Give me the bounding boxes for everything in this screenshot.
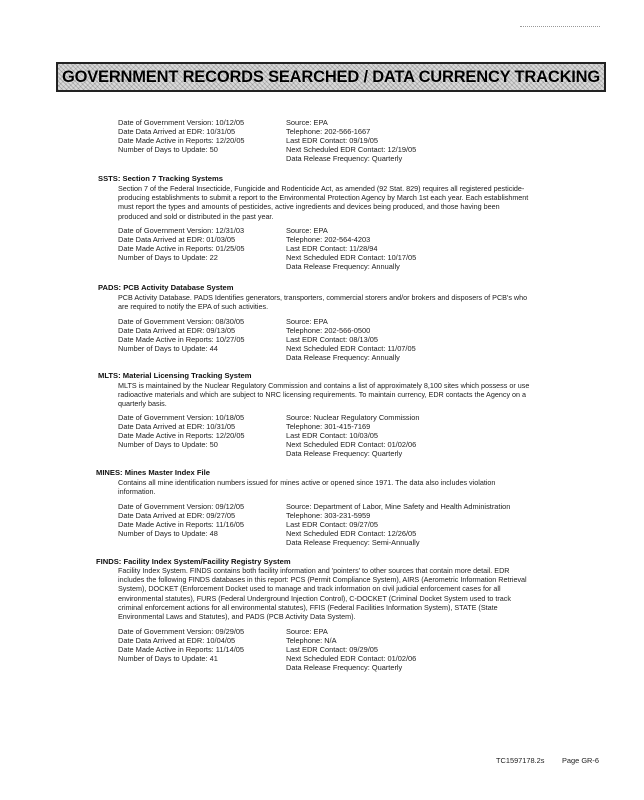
days-to-update: Number of Days to Update: 41: [118, 654, 218, 663]
made-active: Date Made Active in Reports: 01/25/05: [118, 244, 245, 253]
gov-version: Date of Government Version: 10/12/05: [118, 118, 245, 127]
data-arrived: Date Data Arrived at EDR: 10/31/05: [118, 422, 236, 431]
next-contact: Next Scheduled EDR Contact: 01/02/06: [286, 440, 417, 449]
section-name: Section 7 Tracking Systems: [122, 174, 223, 183]
telephone: Telephone: 202-566-1667: [286, 127, 371, 136]
gov-version: Date of Government Version: 09/12/05: [118, 502, 245, 511]
section-heading: [98, 371, 252, 380]
gov-version: Date of Government Version: 09/29/05: [118, 627, 245, 636]
data-arrived: Date Data Arrived at EDR: 10/31/05: [118, 127, 236, 136]
last-contact: Last EDR Contact: 09/19/05: [286, 136, 379, 145]
section-description: Section 7 of the Federal Insecticide, Fungicide and Rodenticide Act, as amended (92 Stat. 829) requires all registered pesticide-producing establishments to submit a report to the Environmental Protection Agency by March 1st each year. Each establishment must report the types and amounts of pesticides, active ingredients and devices being produced, and those having been produced and sold or distributed in the past year.: [118, 184, 529, 221]
last-contact: Last EDR Contact: 11/28/94: [286, 244, 378, 253]
last-contact: Last EDR Contact: 10/03/05: [286, 431, 379, 440]
release-frequency: Data Release Frequency: Quarterly: [286, 154, 403, 163]
release-frequency: Data Release Frequency: Annually: [286, 353, 400, 362]
source: Source: EPA: [286, 317, 328, 326]
section-code: MLTS:: [98, 371, 121, 380]
days-to-update: Number of Days to Update: 44: [118, 344, 218, 353]
document-id: TC1597178.2s: [496, 756, 545, 765]
next-contact: Next Scheduled EDR Contact: 10/17/05: [286, 253, 417, 262]
made-active: Date Made Active in Reports: 12/20/05: [118, 431, 245, 440]
telephone: Telephone: 202-564-4203: [286, 235, 371, 244]
section-description: Contains all mine identification numbers issued for mines active or opened since 1971. The data also includes violation information.: [118, 478, 496, 497]
banner-title: GOVERNMENT RECORDS SEARCHED / DATA CURRENCY TRACKING: [61, 67, 601, 86]
days-to-update: Number of Days to Update: 50: [118, 440, 218, 449]
made-active: Date Made Active in Reports: 11/14/05: [118, 645, 244, 654]
made-active: Date Made Active in Reports: 12/20/05: [118, 136, 245, 145]
gov-version: Date of Government Version: 12/31/03: [118, 226, 245, 235]
section-code: FINDS:: [96, 557, 122, 566]
release-frequency: Data Release Frequency: Quarterly: [286, 449, 403, 458]
section-heading: [96, 468, 210, 477]
data-arrived: Date Data Arrived at EDR: 01/03/05: [118, 235, 236, 244]
next-contact: Next Scheduled EDR Contact: 11/07/05: [286, 344, 416, 353]
telephone: Telephone: 202-566-0500: [286, 326, 371, 335]
section-name: Material Licensing Tracking System: [122, 371, 252, 380]
section-description: MLTS is maintained by the Nuclear Regulatory Commission and contains a list of approximately 8,100 sites which possess or use radioactive materials and which are subject to NRC licensing requirements. To maintain currency, EDR contacts the Agency on a quarterly basis.: [118, 381, 530, 409]
section-description: PCB Activity Database. PADS Identifies generators, transporters, commercial storers and/or brokers and disposers of PCB's who are required to notify the EPA of such activities.: [118, 293, 528, 312]
days-to-update: Number of Days to Update: 48: [118, 529, 218, 538]
scan-artifact: [520, 26, 600, 29]
telephone: Telephone: 301-415-7169: [286, 422, 371, 431]
days-to-update: Number of Days to Update: 50: [118, 145, 218, 154]
source: Source: Department of Labor, Mine Safety and Health Administration: [286, 502, 511, 511]
telephone: Telephone: N/A: [286, 636, 337, 645]
last-contact: Last EDR Contact: 09/27/05: [286, 520, 379, 529]
release-frequency: Data Release Frequency: Quarterly: [286, 663, 403, 672]
section-code: SSTS:: [98, 174, 121, 183]
release-frequency: Data Release Frequency: Semi-Annually: [286, 538, 420, 547]
section-name: Facility Index System/Facility Registry System: [123, 557, 291, 566]
section-description: Facility Index System. FINDS contains both facility information and 'pointers' to other sources that contain more detail. EDR includes the following FINDS databases in this report: PCS (Permit Compliance System), AIRS (Aerometric Information Retrieval System), DOCKET (Enforcement Docket used to manage and track information on civil judicial enforcement cases for all environmental statutes), FURS (Federal Underground Injection Control), C-DOCKET (Criminal Docket System used to track criminal enforcement actions for all environmental statutes), FFIS (Federal Facilities Information System), STATE (State Environmental Laws and Statutes), and PADS (PCB Activity Data System).: [118, 566, 527, 622]
telephone: Telephone: 303-231-5959: [286, 511, 371, 520]
days-to-update: Number of Days to Update: 22: [118, 253, 218, 262]
last-contact: Last EDR Contact: 08/13/05: [286, 335, 379, 344]
section-code: PADS:: [98, 283, 122, 292]
source: Source: EPA: [286, 226, 328, 235]
source: Source: EPA: [286, 627, 328, 636]
next-contact: Next Scheduled EDR Contact: 12/26/05: [286, 529, 417, 538]
last-contact: Last EDR Contact: 09/29/05: [286, 645, 379, 654]
release-frequency: Data Release Frequency: Annually: [286, 262, 400, 271]
made-active: Date Made Active in Reports: 10/27/05: [118, 335, 245, 344]
section-heading: [96, 557, 291, 566]
made-active: Date Made Active in Reports: 11/16/05: [118, 520, 244, 529]
page-banner: [56, 62, 606, 92]
section-name: PCB Activity Database System: [123, 283, 234, 292]
data-arrived: Date Data Arrived at EDR: 10/04/05: [118, 636, 236, 645]
data-arrived: Date Data Arrived at EDR: 09/13/05: [118, 326, 236, 335]
gov-version: Date of Government Version: 08/30/05: [118, 317, 245, 326]
source: Source: EPA: [286, 118, 328, 127]
page-number: Page GR-6: [562, 756, 599, 765]
next-contact: Next Scheduled EDR Contact: 12/19/05: [286, 145, 417, 154]
gov-version: Date of Government Version: 10/18/05: [118, 413, 245, 422]
section-name: Mines Master Index File: [124, 468, 210, 477]
section-heading: [98, 174, 223, 183]
next-contact: Next Scheduled EDR Contact: 01/02/06: [286, 654, 417, 663]
data-arrived: Date Data Arrived at EDR: 09/27/05: [118, 511, 236, 520]
section-code: MINES:: [96, 468, 123, 477]
source: Source: Nuclear Regulatory Commission: [286, 413, 420, 422]
section-heading: [98, 283, 234, 292]
